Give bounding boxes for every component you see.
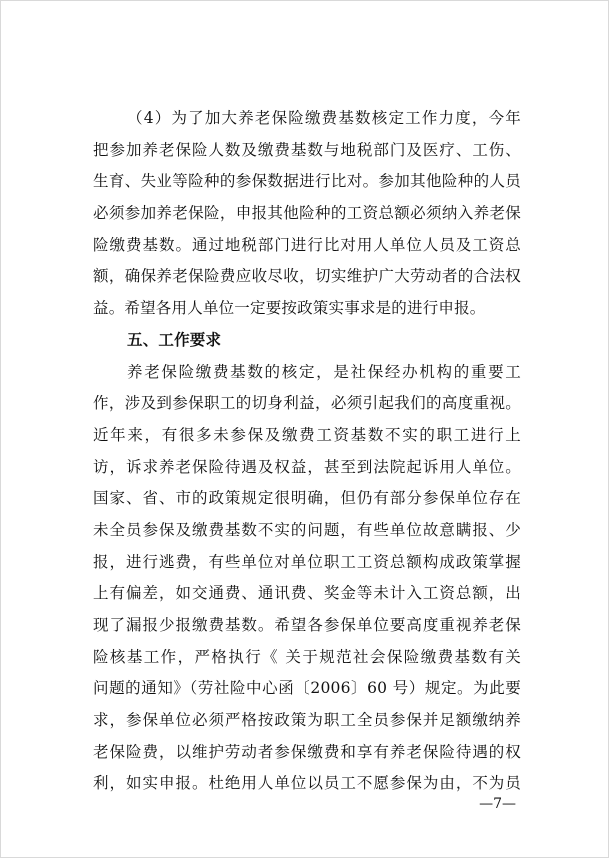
paragraph-line: 险核基工作，严格执行《 关于规范社会保险缴费基数有关 [93,647,521,666]
paragraph-line: 近年来，有很多未参保及缴费工资基数不实的职工进行上 [93,425,521,444]
paragraph-line: 利，如实申报。杜绝用人单位以员工不愿参保为由，不为员 [93,774,521,793]
paragraph-line: 求，参保单位必须严格按政策为职工全员参保并足额缴纳养 [93,711,521,730]
paragraph-line: 额，确保养老保险费应收尽收，切实维护广大劳动者的合法权 [93,267,521,286]
paragraph-line: 国家、省、市的政策规定很明确，但仍有部分参保单位存在 [93,489,521,508]
paragraph-line: 作，涉及到参保职工的切身利益，必须引起我们的高度重视。 [93,394,521,413]
paragraph-line: 必须参加养老保险，申报其他险种的工资总额必须纳入养老保 [93,204,521,223]
paragraph-line: 报，进行逃费，有些单位对单位职工工资总额构成政策掌握 [93,552,521,571]
paragraph-line: 养老保险缴费基数的核定，是社保经办机构的重要工 [127,362,521,381]
paragraph-line: 生育、失业等险种的参保数据进行比对。参加其他险种的人员 [93,172,521,191]
paragraph-line: 问题的通知》（劳社险中心函〔2006〕60 号）规定。为此要 [93,679,521,698]
paragraph-line: 险缴费基数。通过地税部门进行比对用人单位人员及工资总 [93,235,521,254]
document-body [93,103,521,800]
paragraph-line: 访，诉求养老保险待遇及权益，甚至到法院起诉用人单位。 [93,457,521,476]
section-heading: 五、工作要求 [127,330,222,349]
paragraph-line: 上有偏差，如交通费、通讯费、奖金等未计入工资总额，出 [93,584,521,603]
paragraph-line: （4）为了加大养老保险缴费基数核定工作力度，今年 [127,109,521,127]
paragraph-line: 未全员参保及缴费基数不实的问题，有些单位故意瞒报、少 [93,520,521,539]
paragraph-line: 现了漏报少报缴费基数。希望各参保单位要高度重视养老保 [93,616,521,634]
page-number: —7— [479,796,516,812]
paragraph-line: 益。希望各用人单位一定要按政策实事求是的进行申报。 [93,299,486,318]
paragraph-line: 把参加养老保险人数及缴费基数与地税部门及医疗、工伤、 [93,140,521,159]
paragraph-line: 老保险费，以维护劳动者参保缴费和享有养老保险待遇的权 [93,742,521,761]
